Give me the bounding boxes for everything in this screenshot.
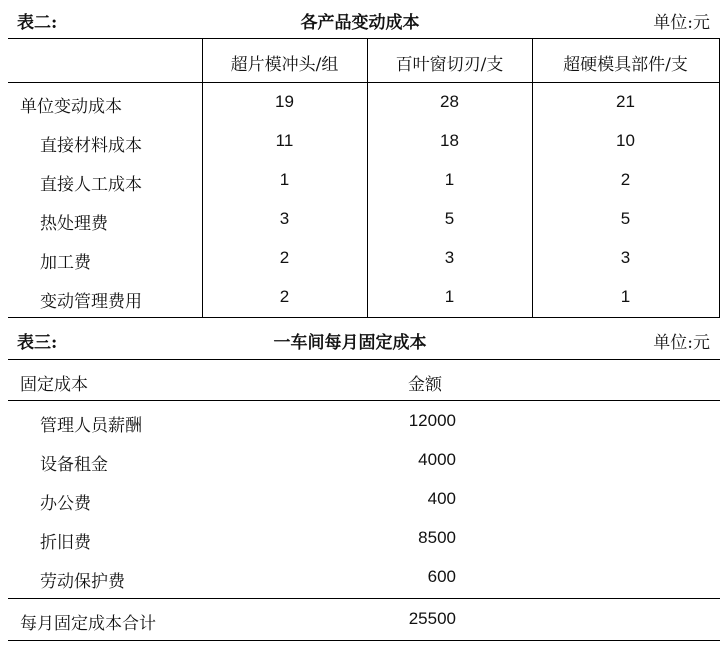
table3-unit: 单位:元 — [653, 333, 710, 353]
table3-header-rule — [8, 400, 720, 401]
row-label: 直接材料成本 — [40, 136, 142, 156]
row-label: 直接人工成本 — [40, 175, 142, 195]
row-label: 热处理费 — [40, 214, 108, 234]
cell-value: 5 — [620, 209, 631, 228]
table3-header-item: 固定成本 — [20, 375, 88, 395]
cell-value: 1 — [279, 170, 290, 189]
cell-value: 3 — [279, 209, 290, 228]
table2-col-header: 超硬模具部件/支 — [563, 55, 688, 75]
table3-header-amount: 金额 — [408, 375, 442, 395]
table2-col-header: 百叶窗切刃/支 — [395, 55, 504, 75]
row-label: 办公费 — [40, 494, 91, 514]
cell-value: 10 — [616, 131, 635, 150]
row-label: 折旧费 — [40, 533, 91, 553]
table2-top-rule — [8, 38, 720, 39]
cell-value: 2 — [279, 287, 290, 306]
cell-value: 21 — [616, 92, 635, 111]
table3-total-rule — [8, 598, 720, 599]
total-label: 每月固定成本合计 — [20, 614, 156, 634]
row-label: 设备租金 — [40, 455, 108, 475]
table3-title: 一车间每月固定成本 — [273, 333, 427, 353]
row-label: 劳动保护费 — [40, 572, 125, 592]
cell-value: 2 — [279, 248, 290, 267]
table2-header-rule — [8, 82, 720, 83]
amount-value: 600 — [427, 567, 456, 586]
table2-title: 各产品变动成本 — [300, 13, 420, 33]
cell-value: 18 — [440, 131, 459, 150]
table3-label: 表三: — [17, 333, 58, 353]
table2-bottom-rule — [8, 317, 720, 318]
total-amount: 25500 — [408, 609, 456, 628]
row-label: 加工费 — [40, 253, 91, 273]
cell-value: 1 — [444, 170, 455, 189]
amount-value: 400 — [427, 489, 456, 508]
amount-value: 12000 — [408, 411, 456, 430]
table2-col-header: 超片模冲头/组 — [230, 55, 339, 75]
table2-col-divider-4 — [719, 38, 720, 317]
cell-value: 19 — [275, 92, 294, 111]
row-label: 管理人员薪酬 — [40, 416, 142, 436]
cell-value: 5 — [444, 209, 455, 228]
row-label: 单位变动成本 — [20, 97, 122, 117]
amount-value: 8500 — [418, 528, 456, 547]
cell-value: 3 — [444, 248, 455, 267]
amount-value: 4000 — [418, 450, 456, 469]
cell-value: 11 — [275, 131, 294, 150]
cell-value: 1 — [444, 287, 455, 306]
table3-top-rule — [8, 359, 720, 360]
cell-value: 3 — [620, 248, 631, 267]
table2-label: 表二: — [17, 13, 58, 33]
table2-unit: 单位:元 — [653, 13, 710, 33]
row-label: 变动管理费用 — [40, 292, 142, 312]
cell-value: 1 — [620, 287, 631, 306]
cell-value: 2 — [620, 170, 631, 189]
table3-bottom-rule — [8, 640, 720, 641]
cell-value: 28 — [440, 92, 459, 111]
